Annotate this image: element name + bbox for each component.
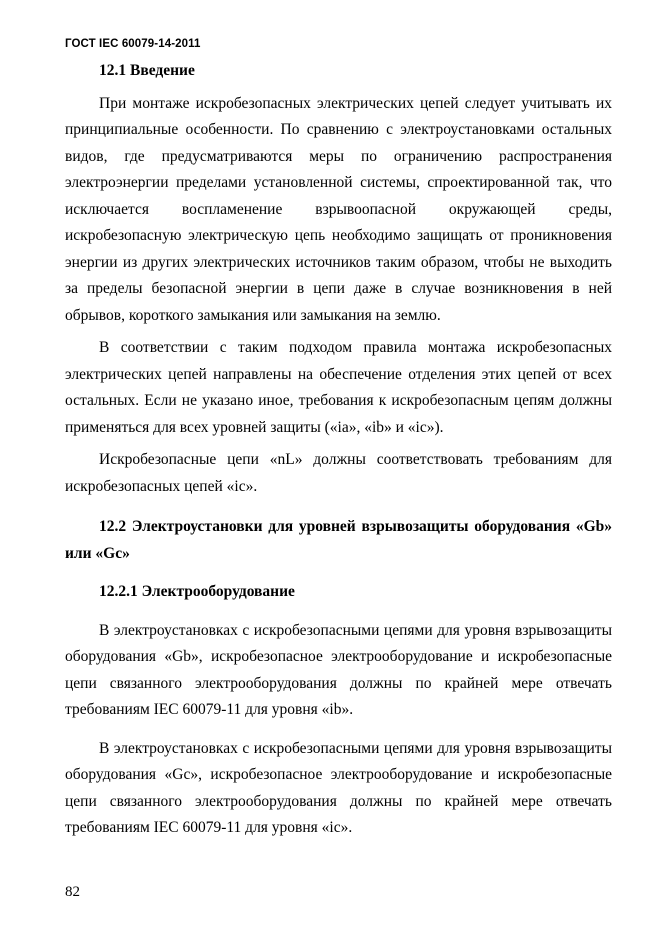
- document-body: [65, 58, 612, 842]
- paragraph: В соответствии с таким подходом правила монтажа искробезопасных электрических цепей направлены на обеспечение отделения этих цепей от всех остальных. Если не указано иное, требования к искробезопасным цепям должны применяться для всех уровней защиты («ia», «ib» и «ic»).: [65, 339, 612, 436]
- paragraph: Искробезопасные цепи «nL» должны соответствовать требованиям для искробезопасных цепей «ic».: [65, 451, 612, 495]
- paragraph: В электроустановках с искробезопасными цепями для уровня взрывозащиты оборудования «Gb», искробезопасное электрооборудование и искробезопасные цепи связанного электрооборудования должны по крайней мере отвечать требованиям IEC 60079-11 для уровня «ib».: [65, 621, 612, 718]
- section-12-1-heading: 12.1 Введение: [99, 62, 195, 79]
- paragraph: При монтаже искробезопасных электрических цепей следует учитывать их принципиальные особенности. По сравнению с электроустановками остальных видов, где предусматриваются меры по ограничению распространения электроэнергии пределами установленной системы, спроектированной так, что исключается воспламенение взрывоопасной окружающей среды, искробезопасную электрическую цепь необходимо защищать от проникновения энергии из других электрических источников таким образом, чтобы не выходить за пределы безопасной энергии в цепи даже в случае возникновения в ней обрывов, короткого замыкания или замыкания на землю.: [65, 94, 612, 324]
- paragraph: В электроустановках с искробезопасными цепями для уровня взрывозащиты оборудования «Gc», искробезопасное электрооборудование и искробезопасные цепи связанного электрооборудования должны по крайней мере отвечать требованиям IEC 60079-11 для уровня «ic».: [65, 739, 612, 836]
- document-header: ГОСТ IEC 60079-14-2011: [65, 38, 201, 50]
- section-12-2-1-heading: 12.2.1 Электрооборудование: [99, 583, 295, 600]
- page-number: 82: [65, 884, 80, 900]
- section-12-2-heading: 12.2 Электроустановки для уровней взрывозащиты оборудования «Gb» или «Gc»: [65, 518, 612, 562]
